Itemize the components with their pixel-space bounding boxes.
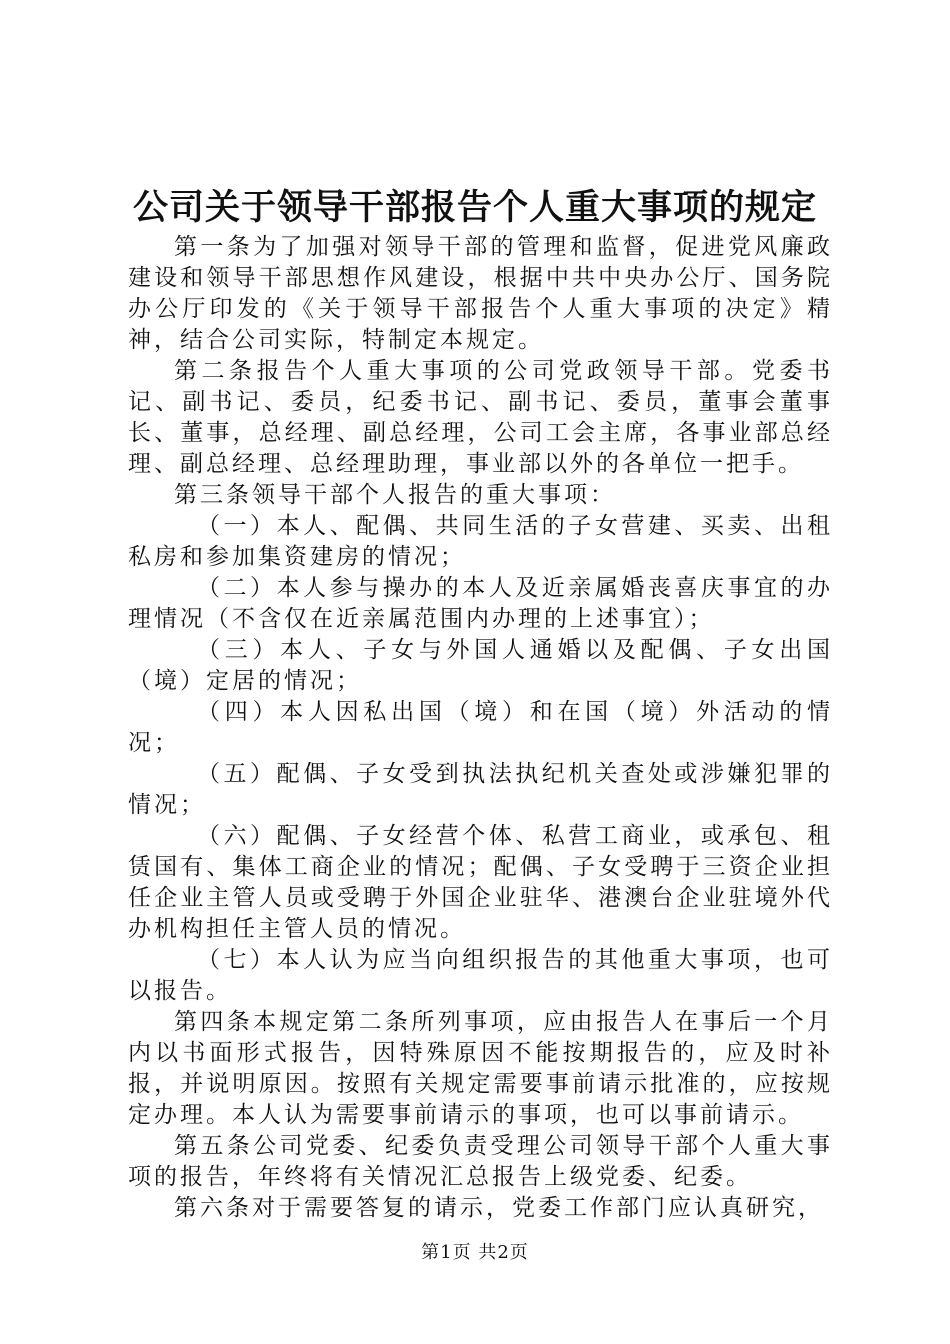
paragraph-article-1: 第一条为了加强对领导干部的管理和监督，促进党风廉政建设和领导干部思想作风建设，根据中共中央办公厅、国务院办公厅印发的《关于领导干部报告个人重大事项的决定》精神，结合公司实际，特制定本规定。 <box>128 234 833 353</box>
paragraph-article-6: 第六条对于需要答复的请示，党委工作部门应认真研究， <box>174 1195 824 1221</box>
page-number-footer: 第1页 共2页 <box>421 1242 529 1263</box>
paragraph-item-7: （七）本人认为应当向组织报告的其他重大事项，也可以报告。 <box>128 947 833 1004</box>
paragraph-article-2: 第二条报告个人重大事项的公司党政领导干部。党委书记、副书记、委员，纪委书记、副书记、委员，董事会董事长、董事，总经理、副总经理，公司工会主席，各事业部总经理、副总经理、总经理助理，事业部以外的各单位一把手。 <box>128 358 833 477</box>
document-body <box>128 232 833 1224</box>
paragraph-item-3: （三）本人、子女与外国人通婚以及配偶、子女出国（境）定居的情况； <box>128 637 833 694</box>
paragraph-article-3: 第三条领导干部个人报告的重大事项： <box>174 482 616 508</box>
paragraph-item-1: （一）本人、配偶、共同生活的子女营建、买卖、出租私房和参加集资建房的情况； <box>128 513 833 570</box>
document-title: 公司关于领导干部报告个人重大事项的规定 <box>132 187 817 228</box>
paragraph-article-5: 第五条公司党委、纪委负责受理公司领导干部个人重大事项的报告，年终将有关情况汇总报告上级党委、纪委。 <box>128 1133 833 1190</box>
paragraph-item-5: （五）配偶、子女受到执法执纪机关查处或涉嫌犯罪的情况； <box>128 761 833 818</box>
paragraph-item-2: （二）本人参与操办的本人及近亲属婚丧喜庆事宜的办理情况（不含仅在近亲属范围内办理的上述事宜）； <box>128 575 833 632</box>
paragraph-item-4: （四）本人因私出国（境）和在国（境）外活动的情况； <box>128 699 833 756</box>
paragraph-item-6: （六）配偶、子女经营个体、私营工商业，或承包、租赁国有、集体工商企业的情况；配偶、子女受聘于三资企业担任企业主管人员或受聘于外国企业驻华、港澳台企业驻境外代办机构担任主管人员的情况。 <box>128 823 833 942</box>
paragraph-article-4: 第四条本规定第二条所列事项，应由报告人在事后一个月内以书面形式报告，因特殊原因不能按期报告的，应及时补报，并说明原因。按照有关规定需要事前请示批准的，应按规定办理。本人认为需要事前请示的事项，也可以事前请示。 <box>128 1009 833 1128</box>
